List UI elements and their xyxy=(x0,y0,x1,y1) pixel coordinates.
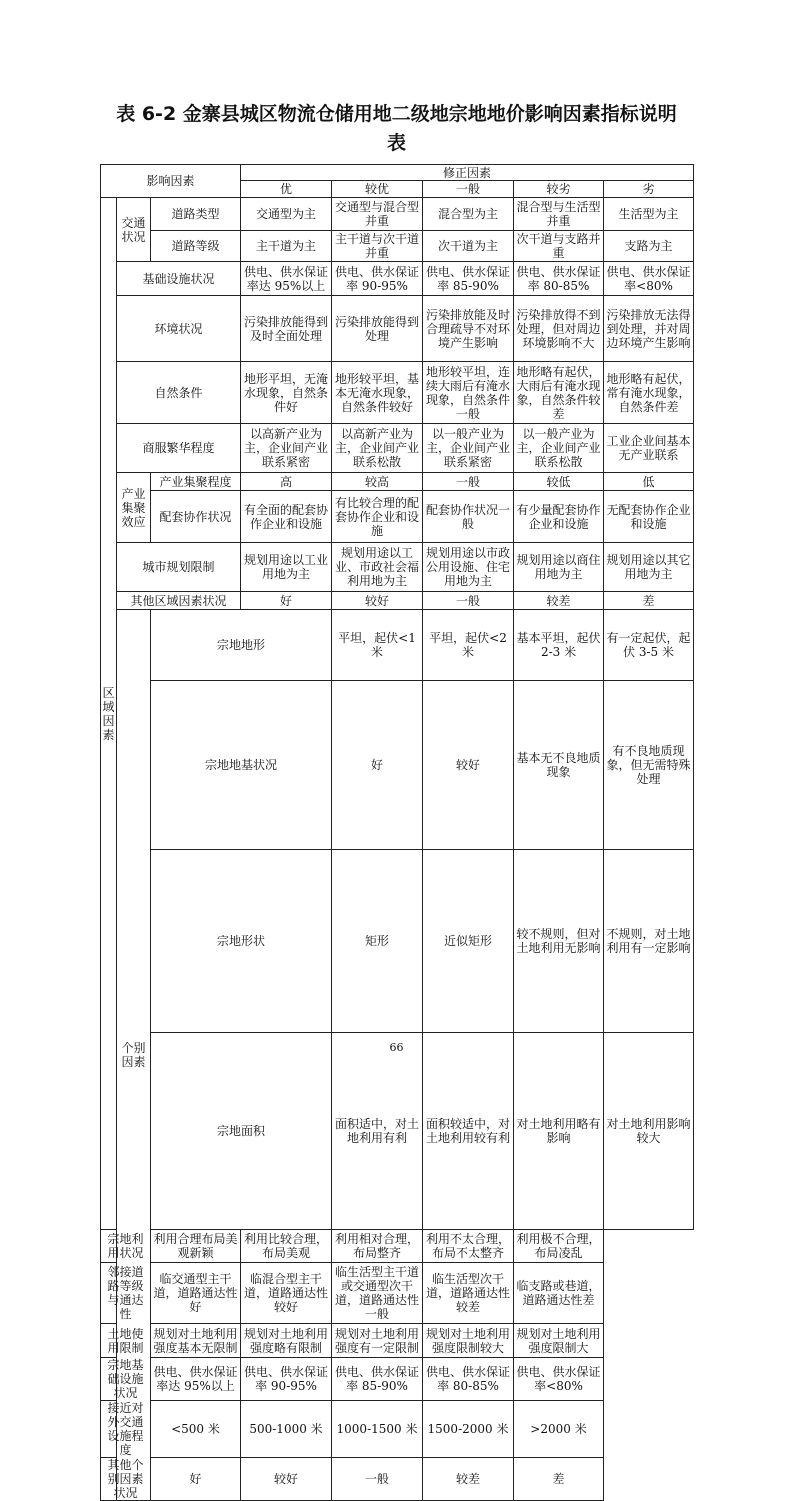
table-cell: 规划对土地利用强度基本无限制 xyxy=(151,1324,241,1358)
table-cell: 临交通型主干道，道路通达性好 xyxy=(151,1263,241,1324)
table-cell: 面积适中，对土地利用有利 xyxy=(332,1033,423,1230)
row-label: 其他区域因素状况 xyxy=(117,592,241,610)
table-cell: 规划对土地利用强度限制较大 xyxy=(423,1324,514,1358)
header-level: 劣 xyxy=(604,181,694,198)
table-cell: 较好 xyxy=(332,592,423,610)
table-cell: 供电、供水保证率 80-85% xyxy=(423,1358,514,1401)
table-cell: 有少量配套协作企业和设施 xyxy=(514,491,604,543)
table-row xyxy=(101,1401,694,1458)
subgroup-industry: 产业集聚效应 xyxy=(117,473,151,543)
group-individual: 个别因素 xyxy=(117,610,151,1501)
table-cell: 污染排放能得到处理 xyxy=(332,296,423,362)
table-cell: 地形较平坦，连续大雨后有淹水现象，自然条件一般 xyxy=(423,362,514,424)
table-row xyxy=(101,850,694,1033)
table-cell: 好 xyxy=(241,592,332,610)
table-cell: 有不良地质现象，但无需特殊处理 xyxy=(604,681,694,850)
table-cell: 次干道为主 xyxy=(423,231,514,262)
row-label: 城市规划限制 xyxy=(117,543,241,592)
table-cell: 500-1000 米 xyxy=(241,1401,332,1458)
table-cell: 有一定起伏，起伏 3-5 米 xyxy=(604,610,694,681)
header-level: 一般 xyxy=(423,181,514,198)
table-cell: 混合型与生活型并重 xyxy=(514,198,604,231)
table-title-line2: 表 xyxy=(386,132,406,154)
table-cell: 1500-2000 米 xyxy=(423,1401,514,1458)
table-cell: 供电、供水保证率 90-95% xyxy=(332,262,423,296)
table-row xyxy=(101,296,694,362)
row-label: 宗地地形 xyxy=(151,610,332,681)
row-label: 道路等级 xyxy=(151,231,241,262)
table-cell: 有比较合理的配套协作企业和设施 xyxy=(332,491,423,543)
table-cell: 规划对土地利用强度有一定限制 xyxy=(332,1324,423,1358)
table-cell: 好 xyxy=(332,681,423,850)
table-cell: 以高新产业为主，企业间产业联系松散 xyxy=(332,424,423,473)
table-cell: 以高新产业为主，企业间产业联系紧密 xyxy=(241,424,332,473)
header-level: 优 xyxy=(241,181,332,198)
table-cell: 供电、供水保证率 80-85% xyxy=(514,262,604,296)
table-row xyxy=(101,231,694,262)
table-cell: 规划用途以工业用地为主 xyxy=(241,543,332,592)
table-cell: 地形略有起伏，大雨后有淹水现象，自然条件较差 xyxy=(514,362,604,424)
table-cell: 面积较适中，对土地利用较有利 xyxy=(423,1033,514,1230)
table-cell: 配套协作状况一般 xyxy=(423,491,514,543)
table-cell: 供电、供水保证率达 95%以上 xyxy=(151,1358,241,1401)
table-row xyxy=(101,262,694,296)
row-label: 其他个别因素状况 xyxy=(101,1458,151,1501)
table-cell: 地形平坦，无淹水现象，自然条件好 xyxy=(241,362,332,424)
page-number: 66 xyxy=(389,1041,404,1054)
table-cell: 近似矩形 xyxy=(423,850,514,1033)
table-cell: 高 xyxy=(241,473,332,491)
table-cell: 较差 xyxy=(423,1458,514,1501)
table-cell: 支路为主 xyxy=(604,231,694,262)
group-regional: 区域因素 xyxy=(101,198,117,1230)
table-cell: 污染排放能及时合理疏导不对环境产生影响 xyxy=(423,296,514,362)
row-label: 商服繁华程度 xyxy=(117,424,241,473)
table-cell: 基本无不良地质现象 xyxy=(514,681,604,850)
table-title-line1: 表 6-2 金寨县城区物流仓储用地二级地宗地地价影响因素指标说明 xyxy=(116,103,677,125)
header-level: 较优 xyxy=(332,181,423,198)
table-row xyxy=(101,543,694,592)
table-cell: 规划对土地利用强度限制大 xyxy=(514,1324,604,1358)
table-row xyxy=(101,491,694,543)
table-cell: 一般 xyxy=(332,1458,423,1501)
table-cell: 矩形 xyxy=(332,850,423,1033)
header-factor: 影响因素 xyxy=(101,165,241,198)
table-cell: 以一般产业为主，企业间产业联系紧密 xyxy=(423,424,514,473)
table-cell: 利用合理布局美观新颖 xyxy=(151,1230,241,1263)
row-label: 宗地基础设施状况 xyxy=(101,1358,151,1401)
table-cell: 平坦，起伏<1米 xyxy=(332,610,423,681)
table-cell: 以一般产业为主，企业间产业联系松散 xyxy=(514,424,604,473)
table-cell: 较差 xyxy=(514,592,604,610)
table-cell: 临生活型次干道，道路通达性较差 xyxy=(423,1263,514,1324)
table-cell: 规划用途以商住用地为主 xyxy=(514,543,604,592)
table-row xyxy=(101,1263,694,1324)
table-cell: 较好 xyxy=(241,1458,332,1501)
table-cell: 一般 xyxy=(423,592,514,610)
row-label: 接近对外交通设施程度 xyxy=(101,1401,151,1458)
table-cell: <500 米 xyxy=(151,1401,241,1458)
table-row xyxy=(101,1458,694,1501)
table-row xyxy=(101,473,694,491)
table-cell: 供电、供水保证率 85-90% xyxy=(332,1358,423,1401)
table-cell: 污染排放能得到及时全面处理 xyxy=(241,296,332,362)
table-cell: 主干道为主 xyxy=(241,231,332,262)
table-cell: 临生活型主干道或交通型次干道，道路通达性一般 xyxy=(332,1263,423,1324)
row-label: 邻接道路等级与通达性 xyxy=(101,1263,151,1324)
header-level: 较劣 xyxy=(514,181,604,198)
table-row xyxy=(101,1033,694,1230)
table-cell: 低 xyxy=(604,473,694,491)
row-label: 土地使用限制 xyxy=(101,1324,151,1358)
table-cell: 供电、供水保证率 85-90% xyxy=(423,262,514,296)
table-row xyxy=(101,1358,694,1401)
table-cell: 污染排放无法得到处理，并对周边环境产生影响 xyxy=(604,296,694,362)
header-row-1 xyxy=(101,165,694,181)
table-cell: 生活型为主 xyxy=(604,198,694,231)
table-row xyxy=(101,592,694,610)
table-row xyxy=(101,1230,694,1263)
table-row xyxy=(101,198,694,231)
row-label: 基础设施状况 xyxy=(117,262,241,296)
row-label: 宗地地基状况 xyxy=(151,681,332,850)
table-cell: 临支路或巷道，道路通达性差 xyxy=(514,1263,604,1324)
table-cell: 规划对土地利用强度略有限制 xyxy=(241,1324,332,1358)
table-cell: 一般 xyxy=(423,473,514,491)
row-label: 宗地利用状况 xyxy=(101,1230,151,1263)
table-cell: 规划用途以工业、市政社会福利用地为主 xyxy=(332,543,423,592)
factor-table xyxy=(100,164,694,1501)
table-cell: 地形略有起伏，常有淹水现象，自然条件差 xyxy=(604,362,694,424)
table-cell: 工业企业间基本无产业联系 xyxy=(604,424,694,473)
row-label: 配套协作状况 xyxy=(151,491,241,543)
table-cell: 较不规则，但对土地利用无影响 xyxy=(514,850,604,1033)
table-row xyxy=(101,610,694,681)
table-row xyxy=(101,681,694,850)
table-cell: 规划用途以其它用地为主 xyxy=(604,543,694,592)
row-label: 自然条件 xyxy=(117,362,241,424)
row-label: 宗地形状 xyxy=(151,850,332,1033)
table-cell: 基本平坦，起伏2-3 米 xyxy=(514,610,604,681)
table-cell: 临混合型主干道，道路通达性较好 xyxy=(241,1263,332,1324)
table-cell: 好 xyxy=(151,1458,241,1501)
table-cell: 供电、供水保证率达 95%以上 xyxy=(241,262,332,296)
table-cell: 利用比较合理，布局美观 xyxy=(241,1230,332,1263)
table-cell: 较好 xyxy=(423,681,514,850)
table-cell: 对土地利用影响较大 xyxy=(604,1033,694,1230)
header-correction: 修正因素 xyxy=(241,165,694,181)
table-cell: 无配套协作企业和设施 xyxy=(604,491,694,543)
row-label: 产业集聚程度 xyxy=(151,473,241,491)
table-cell: 规划用途以市政公用设施、住宅用地为主 xyxy=(423,543,514,592)
table-cell: 有全面的配套协作企业和设施 xyxy=(241,491,332,543)
table-cell: 供电、供水保证率 90-95% xyxy=(241,1358,332,1401)
table-cell: 利用相对合理，布局整齐 xyxy=(332,1230,423,1263)
table-cell: 1000-1500 米 xyxy=(332,1401,423,1458)
table-cell: 混合型为主 xyxy=(423,198,514,231)
table-cell: 利用不太合理，布局不太整齐 xyxy=(423,1230,514,1263)
row-label: 道路类型 xyxy=(151,198,241,231)
table-cell: 交通型为主 xyxy=(241,198,332,231)
row-label: 环境状况 xyxy=(117,296,241,362)
table-cell: 差 xyxy=(604,592,694,610)
table-cell: 对土地利用略有影响 xyxy=(514,1033,604,1230)
table-row xyxy=(101,1324,694,1358)
table-cell: 较高 xyxy=(332,473,423,491)
table-cell: >2000 米 xyxy=(514,1401,604,1458)
table-cell: 平坦，起伏<2米 xyxy=(423,610,514,681)
table-title xyxy=(100,100,693,158)
subgroup-traffic: 交通状况 xyxy=(117,198,151,262)
table-cell: 交通型与混合型并重 xyxy=(332,198,423,231)
table-cell: 供电、供水保证率<80% xyxy=(604,262,694,296)
table-cell: 次干道与支路并重 xyxy=(514,231,604,262)
table-cell: 地形较平坦，基本无淹水现象，自然条件较好 xyxy=(332,362,423,424)
table-cell: 不规则，对土地利用有一定影响 xyxy=(604,850,694,1033)
table-cell: 供电、供水保证率<80% xyxy=(514,1358,604,1401)
table-row xyxy=(101,424,694,473)
row-label: 宗地面积 xyxy=(151,1033,332,1230)
table-row xyxy=(101,362,694,424)
table-cell: 污染排放得不到处理，但对周边环境影响不大 xyxy=(514,296,604,362)
table-cell: 利用极不合理，布局凌乱 xyxy=(514,1230,604,1263)
table-cell: 差 xyxy=(514,1458,604,1501)
table-cell: 主干道与次干道并重 xyxy=(332,231,423,262)
table-cell: 较低 xyxy=(514,473,604,491)
